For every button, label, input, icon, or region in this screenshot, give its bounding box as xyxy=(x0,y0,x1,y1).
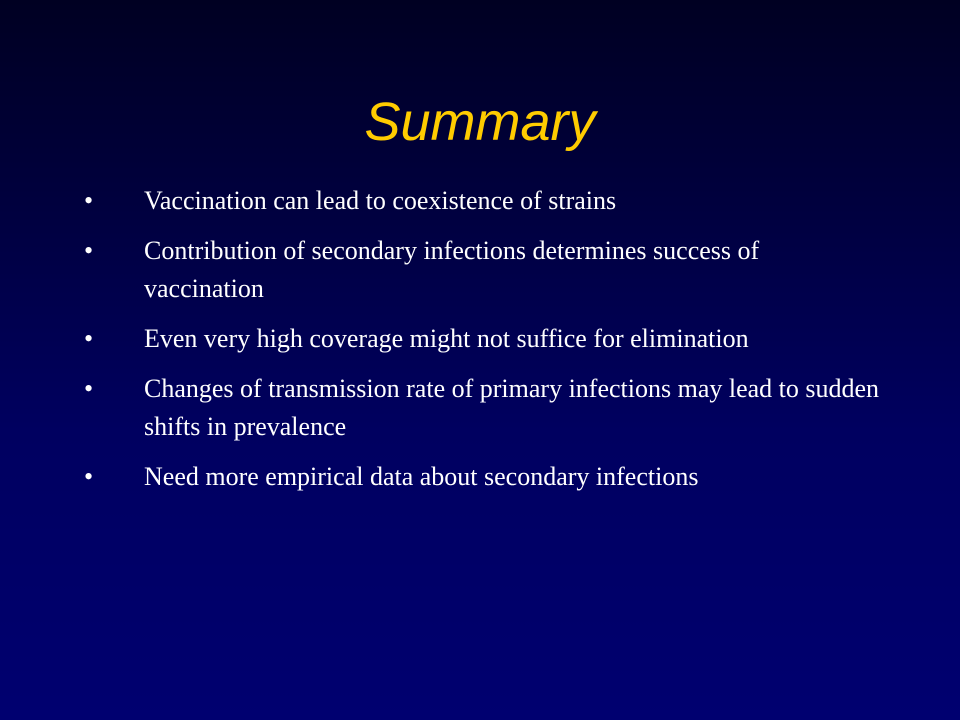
bullet-item xyxy=(84,370,884,446)
bullet-item xyxy=(84,232,884,308)
bullet-item xyxy=(84,458,884,496)
bullet-mark: • xyxy=(84,374,94,403)
bullet-text: Contribution of secondary infections determines success of vaccination xyxy=(144,236,760,303)
bullet-list xyxy=(84,182,884,496)
bullet-mark: • xyxy=(84,236,94,265)
bullet-text: Even very high coverage might not suffice for elimination xyxy=(144,324,749,353)
slide-title: Summary xyxy=(364,92,596,152)
bullet-text: Vaccination can lead to coexistence of strains xyxy=(144,186,617,215)
bullet-mark: • xyxy=(84,186,94,215)
bullet-item xyxy=(84,182,884,220)
bullet-mark: • xyxy=(84,324,94,353)
bullet-item xyxy=(84,320,884,358)
bullet-mark: • xyxy=(84,462,94,491)
bullet-text: Need more empirical data about secondary infections xyxy=(144,462,699,491)
bullet-text: Changes of transmission rate of primary infections may lead to sudden shifts in prevalence xyxy=(144,374,880,441)
